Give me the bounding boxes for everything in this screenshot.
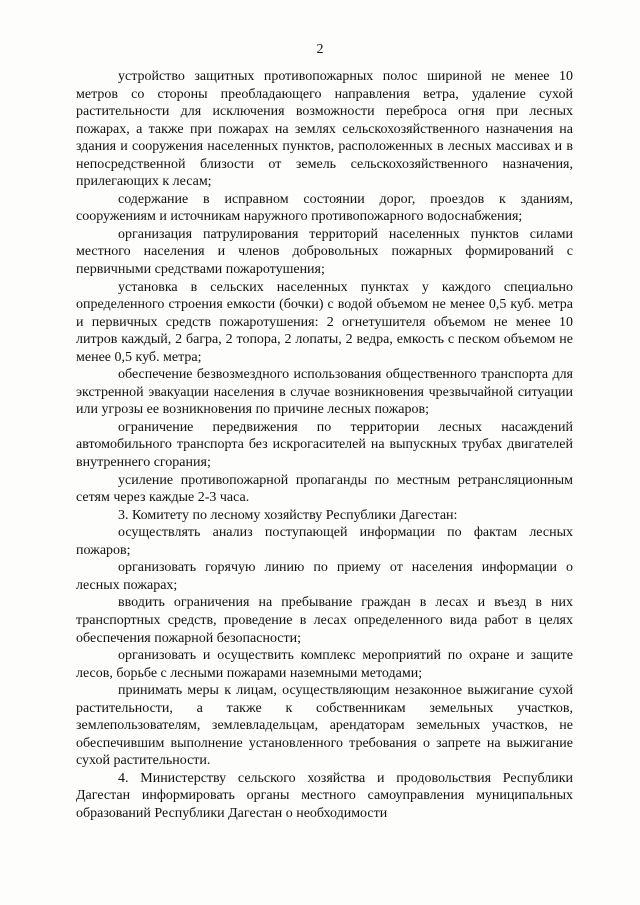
paragraph-11: вводить ограничения на пребывание граждан в лесах и въезд в них транспортных средств, проведение в лесах определенного вида работ в целях обеспечения пожарной безопасности; — [76, 595, 573, 646]
paragraph-10: организовать горячую линию по приему от населения информации о лесных пожарах; — [76, 560, 573, 593]
paragraph-13: принимать меры к лицам, осуществляющим незаконное выжигание сухой растительности, а также к собственникам земельных участков, землепользователям, землевладельцам, арендаторам земельных участков, не обеспечившим выполнение установленного требования о запрете на выжигание сухой растительности. — [76, 683, 573, 769]
paragraph-6: ограничение передвижения по территории лесных насаждений автомобильного транспорта без искрогасителей на выпускных трубах двигателей внутреннего сгорания; — [76, 419, 573, 471]
section-3-heading: 3. Комитету по лесному хозяйству Республики Дагестан: — [118, 507, 458, 523]
paragraph-3: организация патрулирования территорий населенных пунктов силами местного населения и членов добровольных пожарных формирований с первичными средствами пожаротушения; — [76, 226, 573, 278]
paragraph-4: установка в сельских населенных пунктах у каждого специально определенного строения емкости (бочки) с водой объемом не менее 0,5 куб. метра и первичных средств пожаротушения: 2 огнетушителя объемом не менее 10 литров каждый, 2 багра, 2 топора, 2 лопаты, 2 ведра, емкость с песком объемом не менее 0,5 куб. метра; — [76, 279, 573, 365]
section-4-paragraph: 4. Министерству сельского хозяйства и продовольствия Республики Дагестан информировать органы местного самоуправления муниципальных образований Республики Дагестан о необходимости — [76, 770, 573, 821]
paragraph-1: устройство защитных противопожарных полос шириной не менее 10 метров со стороны преобладающего направления ветра, удаление сухой растительности для исключения возможности переброса огня при лесных пожарах, а также при пожарах на землях сельскохозяйственного назначения на здания и сооружения населенных пунктов, расположенных в лесных массивах и в непосредственной близости от земель сельскохозяйственного назначения, прилегающих к лесам; — [76, 69, 573, 190]
page-number: 2 — [316, 42, 324, 57]
paragraph-2: содержание в исправном состоянии дорог, проездов к зданиям, сооружениям и источникам наружного противопожарного водоснабжения; — [76, 191, 573, 225]
paragraph-12: организовать и осуществить комплекс мероприятий по охране и защите лесов, борьбе с лесными пожарами наземными методами; — [76, 648, 573, 681]
paragraph-5: обеспечение безвозмездного использования общественного транспорта для экстренной эвакуации населения в случае возникновения чрезвычайной ситуации или угрозы ее возникновения по причине лесных пожаров; — [76, 367, 573, 418]
paragraph-7: усиление противопожарной пропаганды по местным ретрансляционным сетям через каждые 2-3 часа. — [76, 472, 573, 506]
paragraph-9: осуществлять анализ поступающей информации по фактам лесных пожаров; — [76, 525, 573, 558]
body-text — [76, 68, 573, 823]
